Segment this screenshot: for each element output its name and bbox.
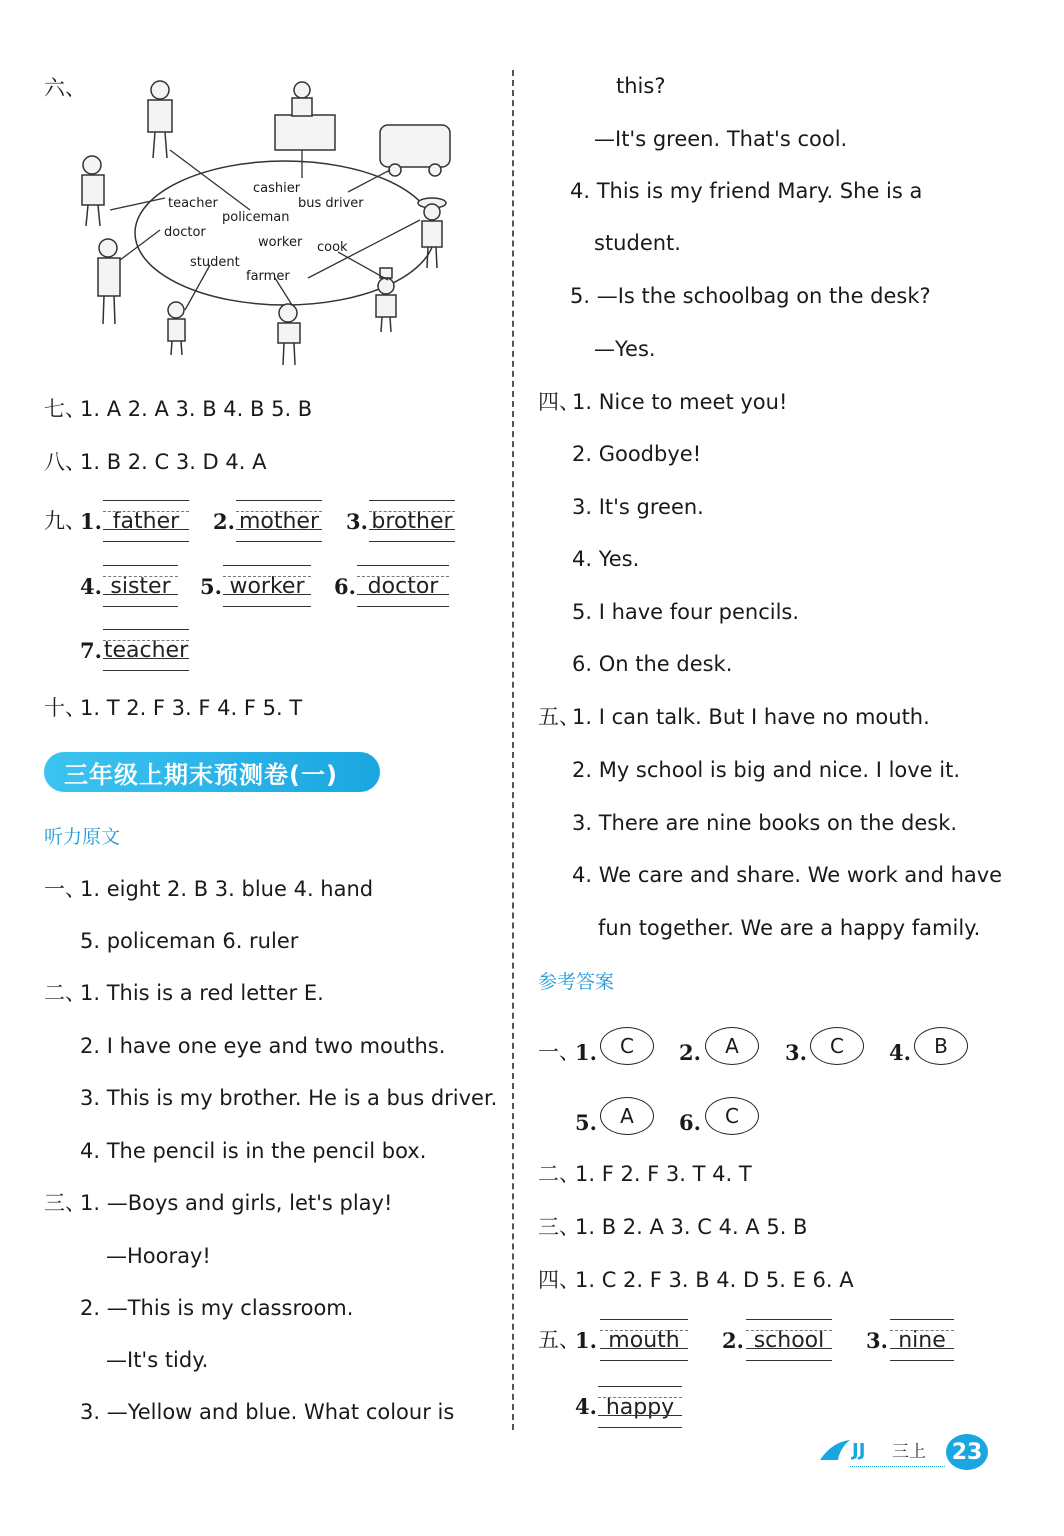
listening-1-line1: 1. eight 2. B 3. blue 4. hand [80, 877, 374, 901]
word-answer-7: teacher [103, 629, 189, 671]
word-answer-3: brother [369, 500, 455, 542]
section-r5-number: 五、 [538, 705, 580, 729]
word-answer-2: mother [236, 500, 322, 542]
circled-answer-4: B [914, 1027, 968, 1065]
continuation-line: 5. —Is the schoolbag on the desk? [570, 284, 931, 308]
r4-item: 3. It's green. [572, 495, 704, 519]
continuation-line: —It's green. That's cool. [594, 127, 848, 151]
item-number: 3. [866, 1328, 888, 1353]
item-number: 2. [213, 509, 235, 534]
answers-title: 参考答案 [538, 971, 615, 993]
word-answer-happy: happy [598, 1386, 682, 1428]
item-number: 5. [575, 1110, 597, 1135]
r4-item: 5. I have four pencils. [572, 600, 800, 624]
r4-item: 1. Nice to meet you! [572, 390, 788, 414]
r5-item: fun together. We are a happy family. [598, 916, 981, 940]
section-10-answers: 1. T 2. F 3. F 4. F 5. T [80, 696, 303, 720]
exam-banner: 三年级上期末预测卷(一) [44, 752, 380, 792]
column-divider [512, 70, 514, 1430]
item-number: 3. [346, 509, 368, 534]
item-number: 3. [785, 1040, 807, 1065]
listening-3-item: 3. —Yellow and blue. What colour is [80, 1400, 455, 1424]
item-number: 4. [889, 1040, 911, 1065]
answers-4-text: 1. C 2. F 3. B 4. D 5. E 6. A [575, 1268, 854, 1292]
circled-answer-1: C [600, 1027, 654, 1065]
section-7-number: 七、 [44, 397, 86, 421]
listening-2-item: 4. The pencil is in the pencil box. [80, 1139, 427, 1163]
r4-item: 2. Goodbye! [572, 442, 702, 466]
answers-2-text: 1. F 2. F 3. T 4. T [575, 1162, 752, 1186]
section-9-number: 九、 [44, 509, 86, 533]
r5-item: 1. I can talk. But I have no mouth. [572, 705, 930, 729]
listening-3-item: 1. —Boys and girls, let's play! [80, 1191, 393, 1215]
footer-logo: JJ [852, 1440, 866, 1461]
label-policeman: policeman [222, 210, 290, 225]
r4-item: 6. On the desk. [572, 652, 733, 676]
item-number: 7. [80, 638, 102, 663]
section-8-number: 八、 [44, 450, 86, 474]
footer-grade: 三上 [892, 1442, 926, 1462]
item-number: 6. [679, 1110, 701, 1135]
listening-2-number: 二、 [44, 981, 86, 1005]
listening-title: 听力原文 [44, 826, 121, 848]
continuation-line: 4. This is my friend Mary. She is a [570, 179, 923, 203]
item-number: 2. [722, 1328, 744, 1353]
continuation-line: student. [594, 231, 681, 255]
item-number: 4. [80, 574, 102, 599]
listening-1-number: 一、 [44, 877, 86, 901]
answers-2-number: 二、 [538, 1162, 580, 1186]
item-number: 6. [334, 574, 356, 599]
word-answer-1: father [103, 500, 189, 542]
listening-1-line2: 5. policeman 6. ruler [80, 929, 299, 953]
section-r4-number: 四、 [538, 390, 580, 414]
listening-3-item: —It's tidy. [106, 1348, 209, 1372]
section-6-number: 六、 [44, 76, 86, 100]
word-answer-6: doctor [357, 565, 449, 607]
listening-3-item: —Hooray! [106, 1244, 211, 1268]
listening-3-item: 2. —This is my classroom. [80, 1296, 354, 1320]
label-worker: worker [258, 235, 303, 250]
section-8-answers: 1. B 2. C 3. D 4. A [80, 450, 267, 474]
word-answer-nine: nine [890, 1319, 954, 1361]
item-number: 4. [575, 1394, 597, 1419]
footer-rule [850, 1466, 945, 1467]
answers-5-number: 五、 [538, 1328, 580, 1352]
answers-1-number: 一、 [538, 1040, 580, 1064]
word-answer-4: sister [103, 565, 178, 607]
label-bus-driver: bus driver [298, 196, 364, 211]
word-answer-5: worker [223, 565, 311, 607]
listening-3-number: 三、 [44, 1191, 86, 1215]
listening-2-item: 3. This is my brother. He is a bus driver. [80, 1086, 498, 1110]
label-doctor: doctor [164, 225, 206, 240]
circled-answer-2: A [705, 1027, 759, 1065]
item-number: 1. [575, 1040, 597, 1065]
page-number: 23 [946, 1434, 988, 1470]
continuation-line: —Yes. [594, 337, 656, 361]
circled-answer-5: A [600, 1097, 654, 1135]
item-number: 5. [200, 574, 222, 599]
word-answer-school: school [746, 1319, 832, 1361]
answers-4-number: 四、 [538, 1268, 580, 1292]
r5-item: 2. My school is big and nice. I love it. [572, 758, 961, 782]
section-7-answers: 1. A 2. A 3. B 4. B 5. B [80, 397, 313, 421]
r5-item: 3. There are nine books on the desk. [572, 811, 958, 835]
item-number: 2. [679, 1040, 701, 1065]
label-cook: cook [317, 240, 348, 255]
item-number: 1. [575, 1328, 597, 1353]
listening-2-item: 1. This is a red letter E. [80, 981, 324, 1005]
listening-2-item: 2. I have one eye and two mouths. [80, 1034, 446, 1058]
r4-item: 4. Yes. [572, 547, 640, 571]
bird-logo-icon [818, 1438, 852, 1464]
item-number: 1. [80, 509, 102, 534]
label-teacher: teacher [168, 196, 218, 211]
label-student: student [190, 255, 240, 270]
section-10-number: 十、 [44, 696, 86, 720]
label-cashier: cashier [253, 181, 301, 196]
circled-answer-3: C [810, 1027, 864, 1065]
word-answer-mouth: mouth [600, 1319, 688, 1361]
answers-3-number: 三、 [538, 1215, 580, 1239]
r5-item: 4. We care and share. We work and have [572, 863, 1003, 887]
label-farmer: farmer [246, 269, 290, 284]
circled-answer-6: C [705, 1097, 759, 1135]
answers-3-text: 1. B 2. A 3. C 4. A 5. B [575, 1215, 808, 1239]
continuation-line: this? [616, 74, 666, 98]
